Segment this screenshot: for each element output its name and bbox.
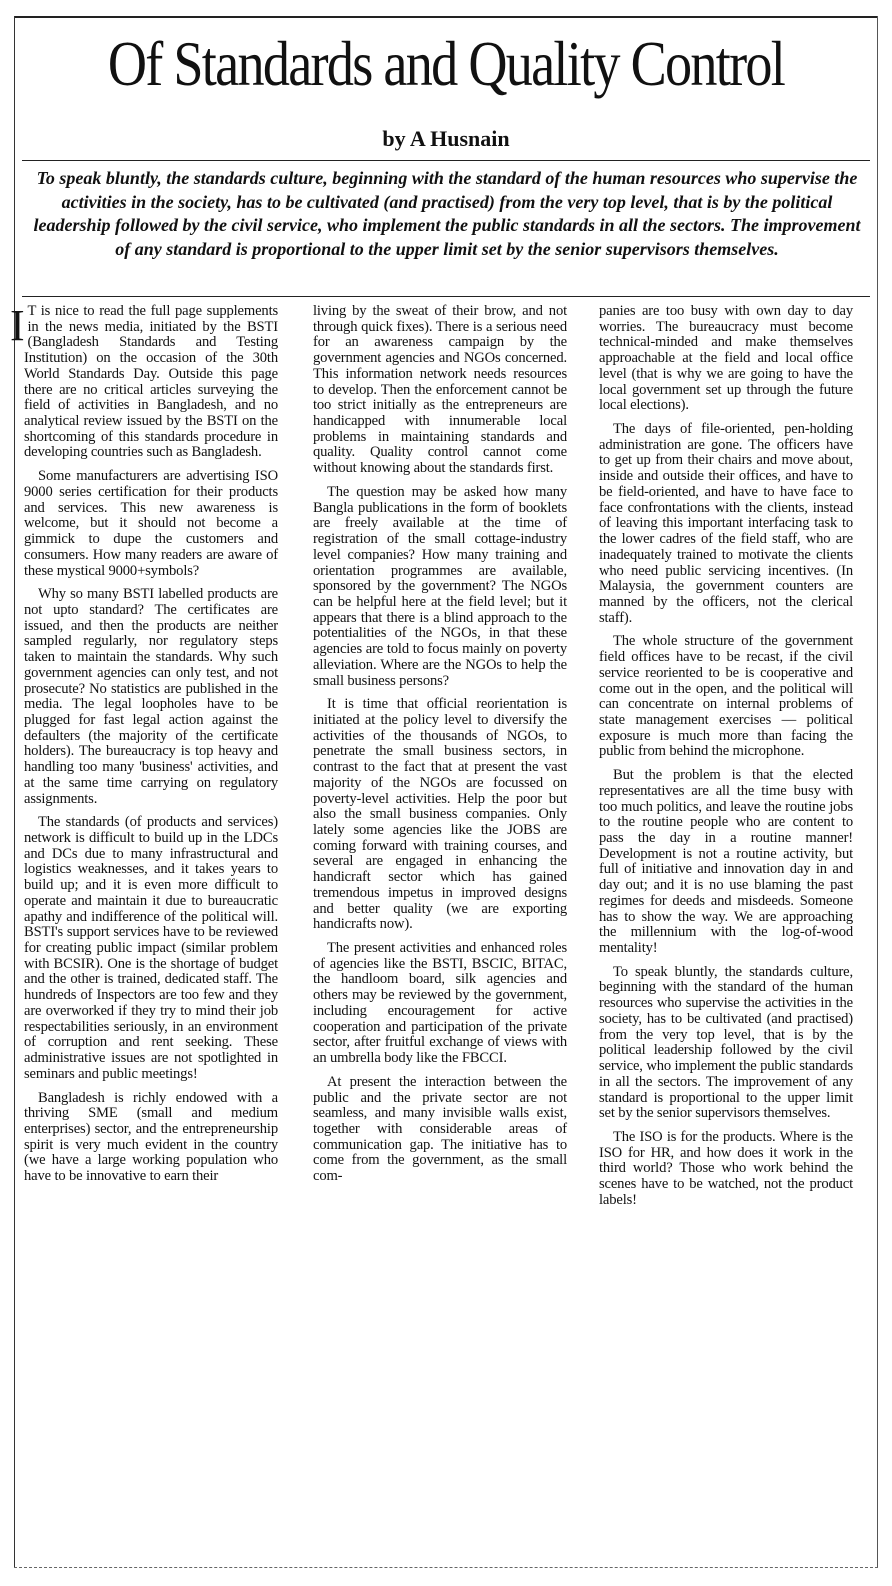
article-column-3: [599, 304, 853, 1564]
paragraph: But the problem is that the elected representatives are all the time busy with too much politics, and leave the routine jobs to the routine people who are content to pass the day in a routine manner! Development is not a routine activity, but full of initiative and innovation day in and day out; and it is no use blaming the past regimes for deeds and misdeeds. Someone has to show the way. We are approaching the millennium with the log-of-wood mentality!: [599, 767, 853, 957]
bottom-border-rule: [14, 1567, 878, 1568]
article-column-2: [313, 304, 567, 1564]
paragraph: The days of file-oriented, pen-holding administration are gone. The officers have to get up from their chairs and move about, inside and outside their offices, and have to be field-oriented, and have to have face to face confrontations with the clients, instead of leaving this important interfacing task to the lower cadres of the field staff, who are inadequately trained to motivate the clients who need public servicing incentives. (In Malaysia, the government counters are manned by the officers, not the clerical staff).: [599, 421, 853, 626]
article-column-1: [10, 301, 278, 1564]
paragraph: panies are too busy with own day to day worries. The bureaucracy must become technical-minded and make themselves approachable at the field and local office level (that is why we are going to have the local government set up through the future local elections).: [599, 303, 853, 414]
deck-bottom-rule: [22, 296, 870, 297]
paragraph: At present the interaction between the public and the private sector are not seamless, and many invisible walls exist, together with considerable areas of communication gap. The initiative has to come from the government, as the small com-: [313, 1073, 567, 1185]
headline: Of Standards and Quality Control: [107, 29, 785, 99]
deck-summary: To speak bluntly, the standards culture, beginning with the standard of the human resources who supervise the activities in the society, has to be cultivated (and practised) from the very top level, that is by the political leadership followed by the civil service, who implement the public standards in all the sectors. The improvement of any standard is proportional to the upper limit set by the senior supervisors themselves.: [33, 168, 861, 259]
right-border-rule: [877, 16, 878, 1568]
drop-cap: I: [10, 301, 25, 350]
paragraph: Bangladesh is richly endowed with a thriving SME (small and medium enterprises) sector, and the entrepreneurship spirit is very much evident in the country (we have a large working population who have to be innovative to earn their: [24, 1089, 278, 1185]
deck-top-rule: [22, 160, 870, 161]
byline: by A Husnain: [382, 126, 510, 151]
paragraph: The ISO is for the products. Where is the ISO for HR, and how does it work in the third world? Those who work behind the scenes have to be watched, not the product labels!: [599, 1128, 853, 1208]
paragraph: Why so many BSTI labelled products are not upto standard? The certificates are issued, and then the products are neither sampled regularly, nor regulatory steps taken to maintain the standards. Why such government agencies can only test, and not prosecute? No statistics are published in the media. The legal loopholes have to be plugged for fast legal action against the defaulters (the majority of the certificate holders). The bureaucracy is top heavy and handling too many 'business' activities, and at the same time carrying on regulatory assignments.: [24, 586, 278, 807]
paragraph: To speak bluntly, the standards culture, beginning with the standard of the human resources who supervise the activities in the society, has to be cultivated (and practised) from the very top level, that is by the political leadership followed by the civil service, who implement the public standards in all the sectors. The improvement of any standard is proportional to the upper limit set by the senior supervisors themselves.: [599, 963, 853, 1122]
paragraph: The present activities and enhanced roles of agencies like the BSTI, BSCIC, BITAC, the handloom board, silk agencies and others may be reviewed by the government, including encouragement for active cooperation and participation of the private sector, after fruitful exchange of views with an umbrella body like the FBCCI.: [313, 940, 567, 1067]
paragraph: The standards (of products and services) network is difficult to build up in the LDCs and DCs due to many infrastructural and logistics weaknesses, and it takes years to build up; and it is even more difficult to operate and maintain it due to bureaucratic apathy and indifference of the political will. BSTI's support services have to be reviewed for creating public impact (similar problem with BCSIR). One is the shortage of budget and the other is trained, dedicated staff. The hundreds of Inspectors are too few and they are overworked if they try to mind their job respectabilities seriously, in an environment of corruption and rent seeking. These administrative issues are not spotlighted in seminars and public meetings!: [24, 814, 278, 1082]
paragraph: The whole structure of the government field offices have to be recast, if the civil service reoriented to be is cooperative and come out in the open, and the political will can concentrate on internal problems of state management exercises — political exposure is much more than facing the public from behind the microphone.: [599, 633, 853, 760]
paragraph: The question may be asked how many Bangla publications in the form of booklets are freely available at the time of registration of the small cottage-industry level companies? How many training and orientation programmes are available, sponsored by the government? The NGOs can be helpful here at the field level; but it appears that there is a blind approach to the potentialities of the NGOs, in that these agencies are told to focus mainly on poverty alleviation. Where are the NGOs to help the small business persons?: [313, 483, 567, 689]
top-border-rule: [14, 16, 878, 18]
paragraph: living by the sweat of their brow, and not through quick fixes). There is a serious need for an awareness campaign by the government agencies and NGOs concerned. This information network needs resources to develop. Then the enforcement cannot be too strict initially as the entrepreneurs are handicapped with innumerable local problems in maintaining standards and quality. Quality control cannot come without knowing about the standards first.: [313, 303, 567, 477]
paragraph: Some manufacturers are advertising ISO 9000 series certification for their products and services. This new awareness is welcome, but it should not become a gimmick to dupe the customers and consumers. How many readers are aware of these mystical 9000+symbols?: [24, 468, 278, 579]
paragraph: [10, 301, 278, 461]
paragraph: It is time that official reorientation is initiated at the policy level to diversify the activities of the thousands of NGOs, to penetrate the small business sectors, in contrast to the fact that at present the vast majority of the NGOs are focussed on poverty-level activities. Help the poor but also the small business companies. Only lately some agencies like the JOBS are coming forward with training courses, and several are engaged in enhancing the handicraft sector which has gained tremendous impetus in improved designs and better quality (we are exporting handicrafts now).: [313, 696, 567, 933]
left-border-rule: [14, 16, 15, 1568]
paragraph-text: T is nice to read the full page supplements in the news media, initiated by the BSTI (Bangladesh Standards and Testing Institution) on the occasion of the 30th World Standards Day. Outside this page there are no critical articles surveying the field of activities in Bangladesh, and no analytical review issued by the BSTI on the shortcoming of this standards procedure in developing countries such as Bangladesh.: [24, 303, 278, 461]
